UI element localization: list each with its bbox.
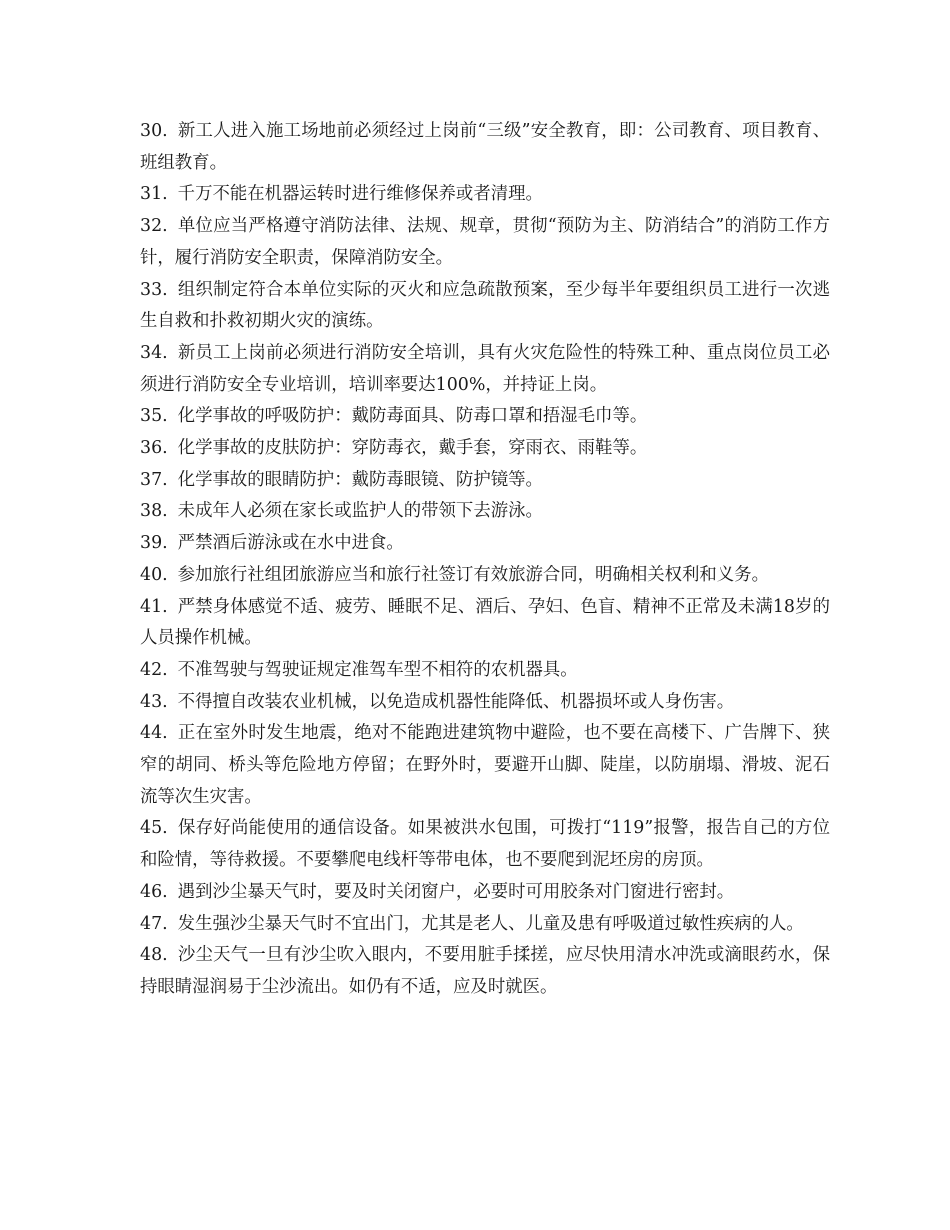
- item-text: 发生强沙尘暴天气时不宜出门，尤其是老人、儿童及患有呼吸道过敏性疾病的人。: [177, 913, 804, 934]
- item-number: 42.: [140, 659, 168, 680]
- item-number: 34.: [140, 342, 168, 363]
- item-number: 35.: [140, 406, 168, 427]
- list-item: [140, 116, 830, 179]
- list-item: [140, 718, 830, 813]
- list-item: [140, 909, 830, 941]
- safety-rules-list: [140, 116, 830, 1004]
- list-item: [140, 338, 830, 401]
- item-text: 保存好尚能使用的通信设备。如果被洪水包围，可拨打“119”报警，报告自己的方位和险情，等待救援。不要攀爬电线杆等带电体，也不要爬到泥坯房的房顶。: [140, 818, 830, 871]
- list-item: [140, 179, 830, 211]
- item-text: 严禁酒后游泳或在水中进食。: [177, 533, 404, 554]
- item-number: 37.: [140, 469, 168, 490]
- item-text: 化学事故的呼吸防护：戴防毒面具、防毒口罩和捂湿毛巾等。: [177, 406, 648, 427]
- item-text: 遇到沙尘暴天气时，要及时关闭窗户，必要时可用胶条对门窗进行密封。: [177, 881, 735, 902]
- item-text: 不得擅自改装农业机械，以免造成机器性能降低、机器损坏或人身伤害。: [177, 691, 735, 712]
- item-number: 33.: [140, 279, 168, 300]
- list-item: [140, 592, 830, 655]
- item-text: 单位应当严格遵守消防法律、法规、规章，贯彻“预防为主、防消结合”的消防工作方针，履行消防安全职责，保障消防安全。: [140, 216, 830, 268]
- item-text: 千万不能在机器运转时进行维修保养或者清理。: [177, 184, 543, 205]
- list-item: [140, 275, 830, 338]
- item-text: 新员工上岗前必须进行消防安全培训，具有火灾危险性的特殊工种、重点岗位员工必须进行消防安全专业培训，培训率要达100%，并持证上岗。: [140, 342, 830, 395]
- item-number: 48.: [140, 945, 168, 966]
- item-number: 38.: [140, 501, 168, 522]
- item-text: 化学事故的眼睛防护：戴防毒眼镜、防护镜等。: [177, 469, 543, 490]
- item-number: 39.: [140, 533, 168, 554]
- item-text: 正在室外时发生地震，绝对不能跑进建筑物中避险，也不要在高楼下、广告牌下、狭窄的胡同、桥头等危险地方停留；在野外时，要避开山脚、陡崖，以防崩塌、滑坡、泥石流等次生灾害。: [140, 723, 830, 807]
- list-item: [140, 433, 830, 465]
- item-number: 41.: [140, 596, 168, 617]
- list-item: [140, 401, 830, 433]
- item-text: 严禁身体感觉不适、疲劳、睡眠不足、酒后、孕妇、色盲、精神不正常及未满18岁的人员操作机械。: [140, 596, 830, 649]
- item-text: 新工人进入施工场地前必须经过上岗前“三级”安全教育，即：公司教育、项目教育、班组教育。: [140, 121, 830, 173]
- item-number: 40.: [140, 564, 168, 585]
- list-item: [140, 211, 830, 274]
- item-number: 47.: [140, 913, 168, 934]
- item-text: 沙尘天气一旦有沙尘吹入眼内，不要用脏手揉搓，应尽快用清水冲洗或滴眼药水，保持眼睛湿润易于尘沙流出。如仍有不适，应及时就医。: [140, 945, 830, 997]
- item-number: 32.: [140, 216, 168, 237]
- list-item: [140, 813, 830, 876]
- item-number: 31.: [140, 184, 168, 205]
- item-text: 组织制定符合本单位实际的灭火和应急疏散预案，至少每半年要组织员工进行一次逃生自救和扑救初期火灾的演练。: [140, 279, 830, 332]
- item-text: 不准驾驶与驾驶证规定准驾车型不相符的农机器具。: [177, 659, 578, 680]
- list-item: [140, 877, 830, 909]
- item-number: 46.: [140, 881, 168, 902]
- list-item: [140, 465, 830, 497]
- list-item: [140, 940, 830, 1003]
- list-item: [140, 496, 830, 528]
- list-item: [140, 528, 830, 560]
- list-item: [140, 687, 830, 719]
- item-number: 30.: [140, 121, 168, 141]
- item-number: 43.: [140, 691, 168, 712]
- list-item: [140, 560, 830, 592]
- item-number: 45.: [140, 818, 168, 839]
- item-text: 化学事故的皮肤防护：穿防毒衣，戴手套，穿雨衣、雨鞋等。: [177, 438, 648, 459]
- item-number: 36.: [140, 438, 168, 459]
- item-text: 未成年人必须在家长或监护人的带领下去游泳。: [177, 501, 543, 522]
- item-number: 44.: [140, 723, 168, 744]
- item-text: 参加旅行社组团旅游应当和旅行社签订有效旅游合同，明确相关权利和义务。: [177, 564, 769, 585]
- list-item: [140, 655, 830, 687]
